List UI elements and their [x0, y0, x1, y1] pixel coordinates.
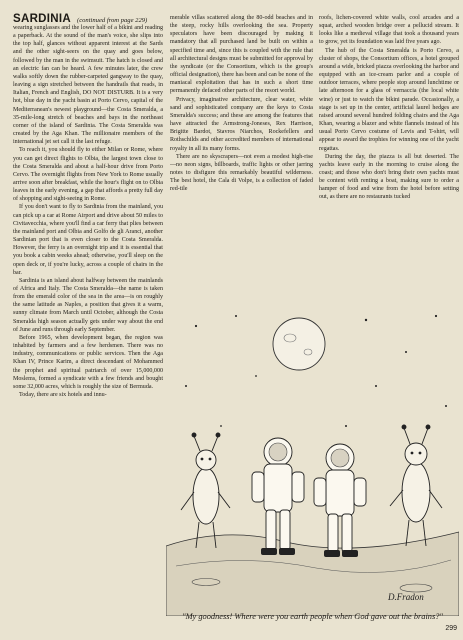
- paragraph: Before 1965, when development began, the region was inhabited by farmers and a few herdsmen. There was no industry, communications or public services. Then the Aga Khan IV, Prince Karim, a direct descendant of Mohammed the prophet and spiritual patriarch of over 15,000,000 Moslems, formed a syndicate with a few friends and bought some 32,000 acres, which is roughly the size of Bermuda.: [13, 334, 163, 390]
- paragraph: Privacy, imaginative architecture, clear water, white sand and sophisticated company are the keys to Costa Smeralda's success; and these are among the features that have attracted the Armstrong-Joneses, Rex Harrison, Brigitte Bardot, Stavros Niarchos, Rockefellers and Rothschilds and other accredited members of international royalty in all its many forms.: [170, 96, 313, 152]
- article-header: [13, 9, 168, 23]
- continued-note: (continued from page 229): [77, 17, 148, 24]
- text-column-1: [13, 24, 163, 628]
- article-title: SARDINIA: [13, 13, 71, 25]
- paragraph: There are no skyscrapers—not even a modest high-rise—no neon signs, billboards, traffic lights or other jarring notes to disfigure this remarkably beautiful wilderness. The best hotel, the Cala di Volpe, is a collection of faded red-tile: [170, 153, 313, 193]
- text-column-3: [319, 14, 459, 334]
- astronauts-and-aliens-icon: [166, 296, 459, 616]
- paragraph: roofs, lichen-covered white walls, cool arcades and a squat, arched wooden bridge over a pellucid stream. It looks like a medieval village that took a thousand years to grow, yet its foundation was laid five years ago.: [319, 15, 459, 46]
- paragraph: Sardinia is an island about halfway between the mainlands of Africa and Italy. The Costa Smeralda—the name is taken from the emerald color of the sea in the area—is on roughly the same latitude as Naples, a position that gives it a warm, sunny climate from March until October, although the Costa Smeralda high season actually gets under way about the end of June and runs through early September.: [13, 277, 163, 333]
- paragraph: merable villas scattered along the 80-odd beaches and in the steep, rocky hills overlooking the sea. Property speculators have been discouraged by making it mandatory that all purchased land be built on within a specified time and, since this is coupled with the rule that all architectural designs must be submitted for approval by the syndicate (or the Consortium, which is the group's official designation), there has been and can be none of the maniacal exploitation that has in such a short time permanently defaced other parts of the resort world.: [170, 15, 313, 95]
- paragraph: The hub of the Costa Smeralda is Porto Cervo, a cluster of shops, the Consortium offices, a hotel grouped around a wide, bricked piazza overlooking the harbor and equipped with an ice-cream parlor and a couple of outdoor terraces, where people stop around lunchtime or late afternoon for a glass of vernaccia (the local white wine) or just to watch the bikini parade. Occasionally, a stage is set up in the center, artificial laurel hedges are raised around several hundred folding chairs and the Aga Khan, wearing a blazer and white flannels instead of his usual Porto Cervo costume of Levis and T-shirt, will appear to award the trophies for winning one of the yacht regattas.: [319, 47, 459, 152]
- paragraph: If you don't want to fly to Sardinia from the mainland, you can pick up a car at Rome Airport and drive about 50 miles to Civitavecchia, where you'll find a car ferry that plies between the mainland port and Olbia and Golfo de gli Aranci, another Sardinian port that is even closer to the Costa Smeralda. However, the ferry is an overnight trip and it is essential that you book a cabin weeks ahead; otherwise, you'll sleep on the open deck or, if you're lucky, across a couple of chairs in the bar.: [13, 204, 163, 276]
- text-column-2: [170, 14, 313, 258]
- paragraph: wearing sunglasses and the lower half of a bikini and reading a paperback. At the sound of the man's voice, she slips into the top half, glances without apparent interest at the Sards and the other sight-seers on the quay and goes below, followed by the man in the swimsuit. The hatch is closed and an electric fan can be heard. A few minutes later, the crew walks softly down the rubber-carpeted gangway to the quay, leaving a sign stretched between the handrails that reads, in Italian, French and English, DO NOT DISTURB. It is a very hot, blue day in the yacht basin at Porto Cervo, capital of the Mediterranean's newest playground—the Costa Smeralda, a 35-mile-long stretch of beaches and bays in the northeast corner of the island of Sardinia. The Costa Smeralda was created by the Aga Khan. The millionaire members of the international jet set call it the last refuge.: [13, 25, 163, 146]
- page-number: 299: [445, 625, 457, 632]
- paragraph: During the day, the piazza is all but deserted. The yachts leave early in the morning to cruise along the coast; and those who don't bring their own yachts must be content with renting a boat, making sure to order a hamper of food and wine from the hotel before setting out, as there are no restaurants tucked: [319, 153, 459, 201]
- cartoon-caption: "My goodness! Where were you earth people when God gave out the brains?": [182, 612, 443, 621]
- paragraph: To reach it, you should fly to either Milan or Rome, where you can get direct flights to Olbia, the largest town close to the Costa Smeralda and about a half-hour drive from Porto Cervo. The overnight flights from New York to Rome usually arrive soon after breakfast, while the hour's flight on to Olbia leaves in the early evening, a gap that affords a pretty full day of shopping and sight-seeing in Rome.: [13, 147, 163, 203]
- cartoon-signature: D.Fradon: [388, 592, 424, 602]
- paragraph: Today, there are six hotels and innu-: [19, 392, 107, 399]
